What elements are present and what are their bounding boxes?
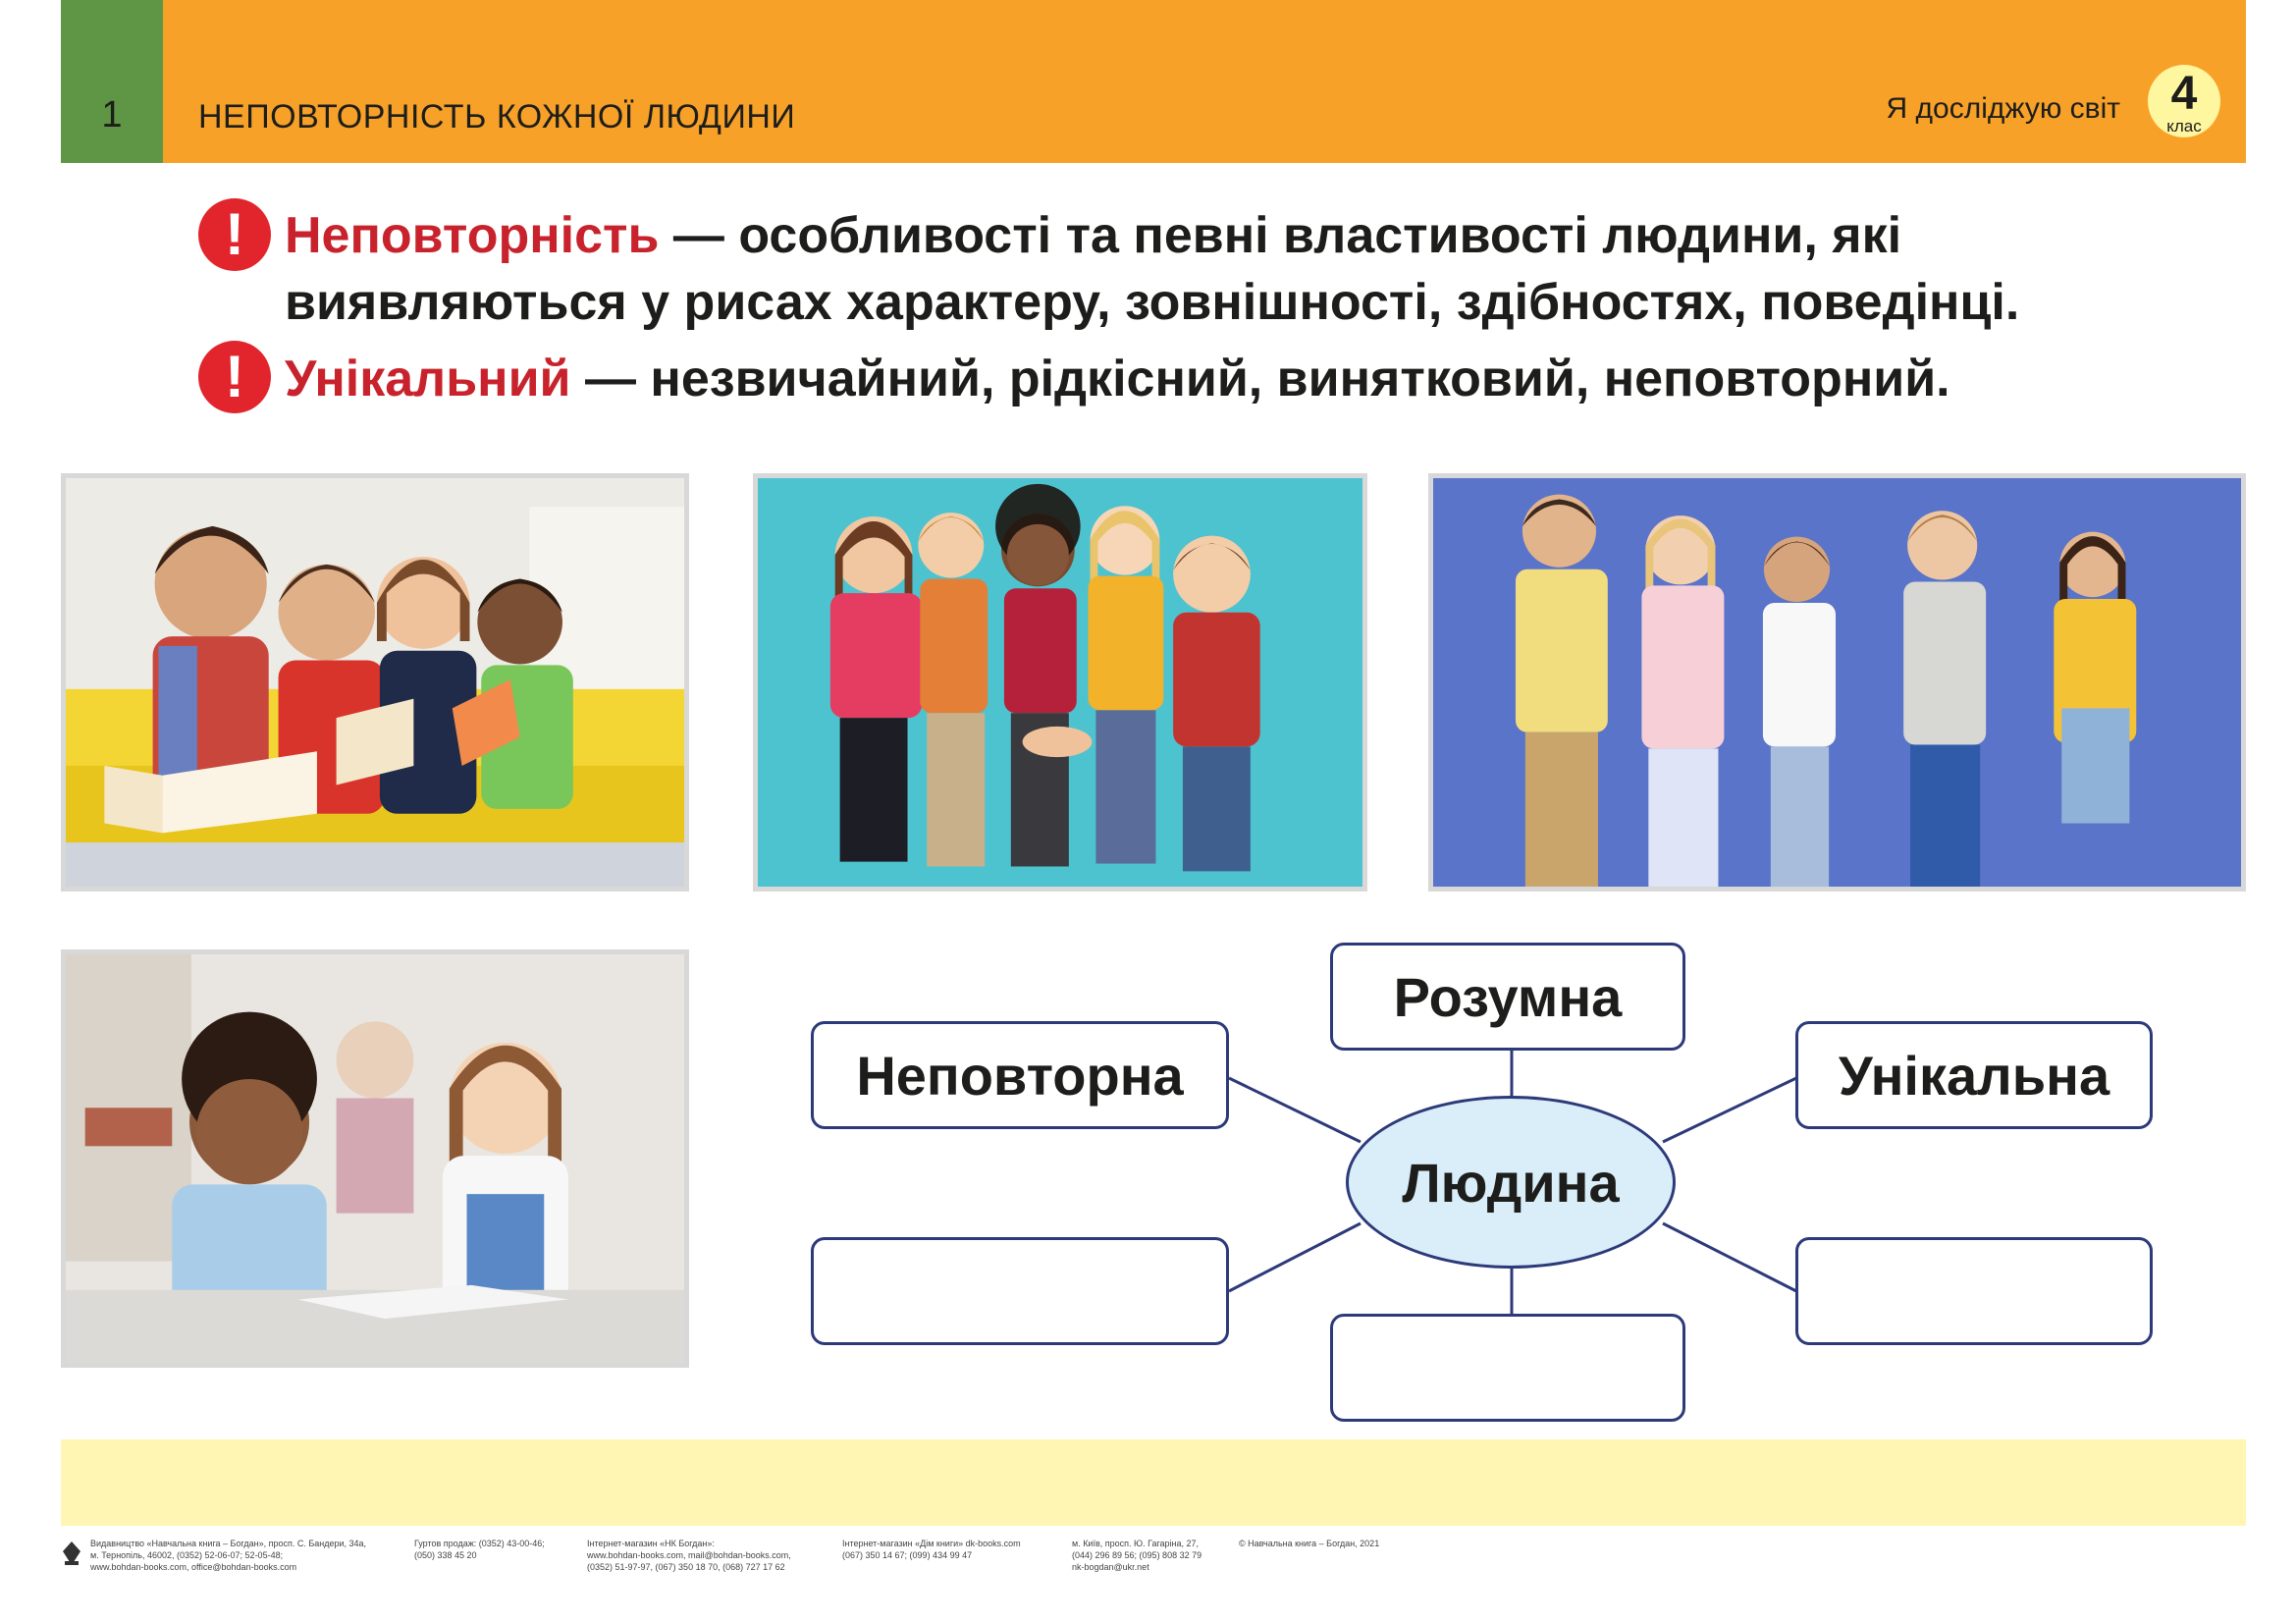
photo-children-reading bbox=[61, 473, 689, 892]
footer-wholesale: Гуртов продаж: (0352) 43-00-46; (050) 338 45 20 bbox=[414, 1539, 545, 1560]
footer-copyright: © Навчальна книга – Богдан, 2021 bbox=[1239, 1539, 1380, 1548]
lesson-number: 1 bbox=[101, 94, 123, 135]
diagram-box-left-bottom[interactable] bbox=[811, 1237, 1229, 1345]
page-header bbox=[61, 0, 2246, 163]
definition-term: Неповторність bbox=[285, 207, 660, 264]
definition-unikalnyi bbox=[285, 346, 1950, 412]
diagram-box-bottom[interactable] bbox=[1330, 1314, 1685, 1422]
definition-text-line2: виявляються у рисах характеру, зовнішності, здібностях, поведінці. bbox=[285, 274, 2020, 331]
note-band bbox=[61, 1439, 2246, 1526]
definition-text: — особливості та певні властивості людини, які bbox=[659, 207, 1902, 264]
grade-number: 4 bbox=[2170, 68, 2198, 120]
diagram-box-right-bottom[interactable] bbox=[1795, 1237, 2153, 1345]
footer-publisher: Видавництво «Навчальна книга – Богдан», просп. С. Бандери, 34а, м. Тернопіль, 46002, (0352) 52-06-07; 52-05-48; www.bohdan-books.com, office@bohdan-books.com bbox=[90, 1539, 367, 1572]
footer-kyiv: м. Київ, просп. Ю. Гагаріна, 27, (044) 296 89 56; (095) 808 32 79 nk-bogdan@ukr.net bbox=[1072, 1539, 1202, 1572]
page-title: НЕПОВТОРНІСТЬ КОЖНОЇ ЛЮДИНИ bbox=[198, 98, 796, 135]
diagram-box-right-top: Унікальна bbox=[1795, 1021, 2153, 1129]
diagram-center-ellipse: Людина bbox=[1346, 1096, 1676, 1269]
subject-label: Я досліджую світ bbox=[1886, 92, 2120, 125]
grade-badge bbox=[2148, 65, 2220, 137]
definition-text: — незвичайний, рідкісний, винятковий, неповторний. bbox=[570, 351, 1950, 407]
photo-children-teamwork bbox=[753, 473, 1367, 892]
definition-neopvtornist bbox=[285, 202, 2019, 336]
photo-schoolchildren-desk bbox=[61, 949, 689, 1368]
lesson-number-box bbox=[61, 0, 163, 163]
exclamation-icon: ! bbox=[198, 341, 271, 413]
publisher-logo-icon bbox=[61, 1540, 82, 1567]
photo-teenagers-backpacks bbox=[1428, 473, 2246, 892]
definition-term: Унікальний bbox=[285, 351, 571, 407]
concept-diagram bbox=[785, 923, 2199, 1443]
footer-shop-nk: Інтернет-магазин «НК Богдан»: www.bohdan-books.com, mail@bohdan-books.com, (0352) 51-97-97, (067) 350 18 70, (068) 727 17 62 bbox=[587, 1539, 791, 1572]
exclamation-icon: ! bbox=[198, 198, 271, 271]
footer-shop-dk: Інтернет-магазин «Дім книги» dk-books.com (067) 350 14 67; (099) 434 99 47 bbox=[842, 1539, 1021, 1560]
diagram-box-left-top: Неповторна bbox=[811, 1021, 1229, 1129]
diagram-box-top: Розумна bbox=[1330, 943, 1685, 1051]
grade-label: клас bbox=[2166, 117, 2202, 135]
